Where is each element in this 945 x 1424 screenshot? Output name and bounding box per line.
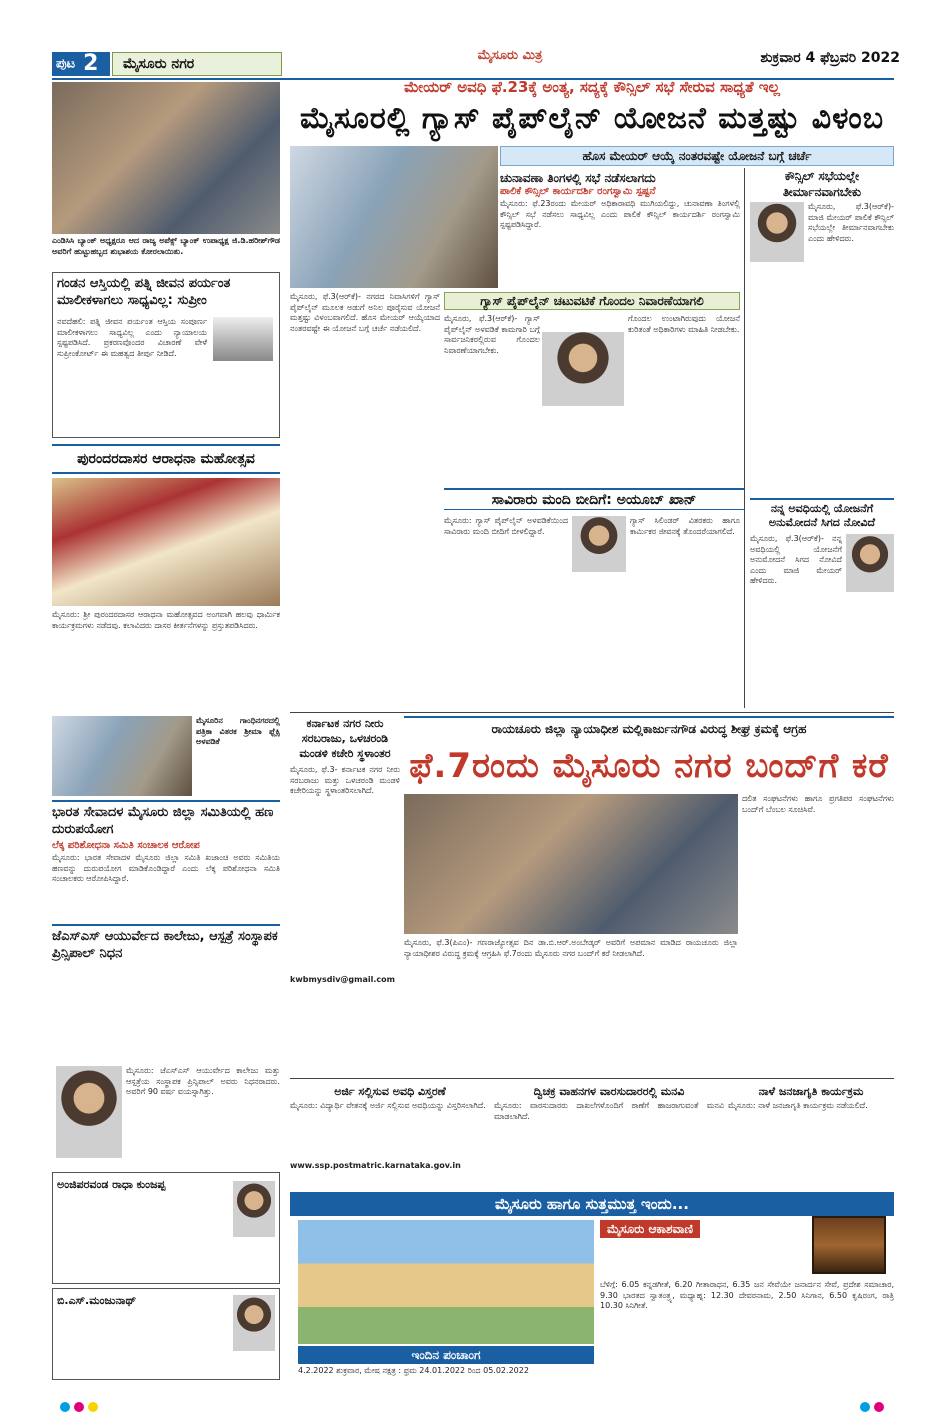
election-body: ಮೈಸೂರು: ಫೆ.23ರಂದು ಮೇಯರ್ ಅಧಿಕಾರಾವಧಿ ಮುಗಿಯಲಿದ್ದು, ಚುನಾವಣಾ ತಿಂಗಳಲ್ಲಿ ಕೌನ್ಸಿಲ್ ಸಭೆ ನಡೆಸಲು ಸಾಧ್ಯವಿಲ್ಲ ಎಂದು ಪಾಲಿಕೆ ಕೌನ್ಸಿಲ್ ಕಾರ್ಯದರ್ಶಿ ರಂಗಸ್ವಾಮಿ ಸ್ಪಷ್ಟಪಡಿಸಿದ್ದಾರೆ.	[500, 199, 740, 229]
flex-photo	[52, 716, 192, 796]
council-story	[750, 168, 894, 498]
photo-caption: ಎಂಡಿಸಿಸಿ ಬ್ಯಾಂಕ್ ಅಧ್ಯಕ್ಷರೂ ಆದ ರಾಜ್ಯ ಅಪೆಕ್ಸ್ ಬ್ಯಾಂಕ್ ಉಪಾಧ್ಯಕ್ಷ ಜಿ.ಡಿ.ಹರೀಶ್‌ಗೌಡ ಅವರಿಗೆ ಹುಟ್ಟುಹಬ್ಬದ ಶುಭಾಶಯ ಕೋರಲಾಯಿತು.	[52, 236, 280, 256]
bandh-headline: ಫೆ.7ರಂದು ಮೈಸೂರು ನಗರ ಬಂದ್‌ಗೆ ಕರೆ	[409, 746, 889, 786]
seva-dal-subhead: ಲೆಕ್ಕ ಪರಿಶೋಧನಾ ಸಮಿತಿ ಸಂಚಾಲಕ ಆರೋಪ	[52, 840, 200, 851]
side2-story	[750, 498, 894, 708]
obituary-2-photo	[233, 1295, 275, 1351]
bandh-body-2: ದಲಿತ ಸಂಘಟನೆಗಳು ಹಾಗೂ ಪ್ರಗತಿಪರ ಸಂಘಟನೆಗಳು ಬಂದ್‌ಗೆ ಬೆಂಬಲ ಸೂಚಿಸಿವೆ.	[742, 794, 894, 814]
purandara-photo	[52, 478, 280, 606]
quote-body-2: ಗ್ಯಾಸ್ ಸಿಲಿಂಡರ್ ವಿತರಕರು ಹಾಗೂ ಕಾರ್ಮಿಕರ ಜೀವನಕ್ಕೆ ತೊಂದರೆಯಾಗಲಿದೆ.	[630, 516, 740, 536]
cyan-mark	[60, 1402, 70, 1412]
page-date: ಶುಕ್ರವಾರ 4 ಫೆಬ್ರವರಿ 2022	[760, 50, 900, 66]
supreme-court-headline: ಗಂಡನ ಆಸ್ತಿಯಲ್ಲಿ ಪತ್ನಿ ಜೀವನ ಪರ್ಯಂತ ಮಾಲೀಕಳಾಗಲು ಸಾಧ್ಯವಿಲ್ಲ: ಸುಪ್ರೀಂ	[57, 276, 231, 308]
purandara-body: ಮೈಸೂರು: ಶ್ರೀ ಪುರಂದರದಾಸರ ಆರಾಧನಾ ಮಹೋತ್ಸವದ ಅಂಗವಾಗಿ ಹಲವು ಧಾರ್ಮಿಕ ಕಾರ್ಯಕ್ರಮಗಳು ನಡೆದವು. ಕಲಾವಿದರು ದಾಸರ ಕೀರ್ತನೆಗಳನ್ನು ಪ್ರಸ್ತುತಪಡಿಸಿದರು.	[52, 610, 280, 630]
election-subhead: ಪಾಲಿಕೆ ಕೌನ್ಸಿಲ್ ಕಾರ್ಯದರ್ಶಿ ರಂಗಸ್ವಾಮಿ ಸ್ಪಷ್ಟನೆ	[500, 186, 656, 197]
masthead: ಮೈಸೂರು ಮಿತ್ರ	[477, 48, 543, 63]
principal-portrait	[56, 1066, 122, 1158]
jss-story	[52, 924, 280, 1030]
election-month-story	[500, 170, 740, 288]
brief-1-headline: ಅರ್ಜಿ ಸಲ್ಲಿಸುವ ಅವಧಿ ವಿಸ್ತರಣೆ	[334, 1085, 446, 1098]
jss-headline: ಜೆಎಸ್‌ಎಸ್ ಆಯುರ್ವೇದ ಕಾಲೇಜು, ಆಸ್ಪತ್ರೆ ಸಂಸ್ಥಾಪಕ ಪ್ರಿನ್ಸಿಪಾಲ್ ನಿಧನ	[52, 929, 278, 961]
panchanga-line: 4.2.2022 ಶುಕ್ರವಾರ, ಮೇಷ ನಕ್ಷತ್ರ : ಫ್ರಮ 24.01.2022 ರಿಂದ 05.02.2022	[298, 1366, 529, 1375]
green-body-1: ಮೈಸೂರು, ಫೆ.3(ಆರ್‌ಕೆ)- ಗ್ಯಾಸ್ ಪೈಪ್‌ಲೈನ್ ಅಳವಡಿಕೆ ಕಾಮಗಾರಿ ಬಗ್ಗೆ ಸಾರ್ವಜನಿಕರಲ್ಲಿರುವ ಗೊಂದಲ ನಿವಾರಣೆಯಾಗಬೇಕು.	[444, 314, 540, 355]
purandara-headline: ಪುರಂದರದಾಸರ ಆರಾಧನಾ ಮಹೋತ್ಸವ	[77, 451, 255, 467]
seva-dal-headline: ಭಾರತ ಸೇವಾದಳ ಮೈಸೂರು ಜಿಲ್ಲಾ ಸಮಿತಿಯಲ್ಲಿ ಹಣ ದುರುಪಯೋಗ	[52, 805, 274, 837]
panchanga-band: ಇಂದಿನ ಪಂಚಾಂಗ	[298, 1346, 594, 1364]
council-portrait	[750, 202, 804, 262]
side2-body: ಮೈಸೂರು, ಫೆ.3(ಆರ್‌ಕೆ)- ನನ್ನ ಅವಧಿಯಲ್ಲಿ ಯೋಜನೆಗೆ ಅನುಮೋದನೆ ಸಿಗದ ನೋವಿದೆ ಎಂದು ಮಾಜಿ ಮೇಯರ್ ಹೇಳಿದರು.	[750, 534, 842, 585]
quote-headline: ಸಾವಿರಾರು ಮಂದಿ ಬೀದಿಗೆ: ಅಯೂಬ್ ಖಾನ್	[491, 492, 697, 508]
brief-1-url: www.ssp.postmatric.karnataka.gov.in	[290, 1161, 461, 1170]
story-body: ನವದೆಹಲಿ: ಪತ್ನಿ ಜೀವನ ಪರ್ಯಂತ ಆಸ್ತಿಯ ಸಂಪೂರ್ಣ ಮಾಲೀಕಳಾಗಲು ಸಾಧ್ಯವಿಲ್ಲ ಎಂದು ನ್ಯಾಯಾಲಯ ಸ್ಪಷ್ಟಪಡಿಸಿದೆ. ಪ್ರಕರಣವೊಂದರ ವಿಚಾರಣೆ ವೇಳೆ ಸುಪ್ರೀಂಕೋರ್ಟ್ ಈ ಮಹತ್ವದ ತೀರ್ಪು ನೀಡಿದೆ.	[57, 317, 207, 358]
supreme-court-story	[52, 272, 280, 438]
water-board-headline: ಕರ್ನಾಟಕ ನಗರ ನೀರು ಸರಬರಾಜು, ಒಳಚರಂಡಿ ಮಂಡಳಿ ಕಚೇರಿ ಸ್ಥಳಾಂತರ	[299, 717, 391, 760]
obituary-1-name: ಅಂಜಿಪರವಂಡ ರಾಧಾ ಕುಂಜಪ್ಪ	[57, 1178, 166, 1191]
obituary-1-photo	[233, 1181, 275, 1237]
radio-icon	[812, 1216, 886, 1274]
quote-body-1: ಮೈಸೂರು: ಗ್ಯಾಸ್ ಪೈಪ್‌ಲೈನ್ ಅಳವಡಿಕೆಯಿಂದ ಸಾವಿರಾರು ಮಂದಿ ಬೀದಿಗೆ ಬೀಳಲಿದ್ದಾರೆ.	[444, 516, 568, 536]
former-mayor-portrait	[846, 534, 894, 592]
briefs-divider	[290, 1078, 894, 1079]
jss-body: ಮೈಸೂರು: ಜೆಎಸ್‌ಎಸ್ ಆಯುರ್ವೇದ ಕಾಲೇಜು ಮತ್ತು ಆಸ್ಪತ್ರೆಯ ಸಂಸ್ಥಾಪಕ ಪ್ರಿನ್ಸಿಪಾಲ್ ಅವರು ನಿಧನರಾದರು. ಅವರಿಗೆ 90 ವರ್ಷ ವಯಸ್ಸಾಗಿತ್ತು.	[126, 1066, 280, 1096]
water-board-email: kwbmysdiv@gmail.com	[290, 975, 395, 984]
flex-caption: ಮೈಸೂರಿನ ಗಾಂಧಿನಗರದಲ್ಲಿ ಪತ್ರಿಕಾ ವಿತರಕ ಶ್ರೀಮಾ ಫ್ಲೆಕ್ಸಿ ಅಳವಡಿಕೆ	[196, 716, 280, 746]
yellow-mark	[88, 1402, 98, 1412]
bandh-kicker: ರಾಯಚೂರು ಜಿಲ್ಲಾ ನ್ಯಾಯಾಧೀಶ ಮಲ್ಲಿಕಾರ್ಜುನಗೌಡ ವಿರುದ್ಧ ಶೀಘ್ರ ಕ್ರಮಕ್ಕೆ ಆಗ್ರಹ	[491, 722, 807, 736]
lead-divider	[290, 712, 894, 713]
seva-dal-body: ಮೈಸೂರು: ಭಾರತ ಸೇವಾದಳ ಮೈಸೂರು ಜಿಲ್ಲಾ ಸಮಿತಿ ಖಜಾಂಚಿ ಅವರು ಸಮಿತಿಯ ಹಣವನ್ನು ದುರುಪಯೋಗ ಮಾಡಿಕೊಂಡಿದ್ದಾರೆ ಎಂದು ಲೆಕ್ಕ ಪರಿಶೋಧನಾ ಸಮಿತಿ ಸಂಚಾಲಕರು ಆರೋಪಿಸಿದ್ದಾರೆ.	[52, 853, 280, 883]
page-number: ಪುಟ 2	[52, 52, 110, 76]
brief-2-headline: ದ್ವಿಚಕ್ರ ವಾಹನಗಳ ವಾರಸುದಾರರಲ್ಲಿ ಮನವಿ	[533, 1085, 685, 1098]
election-headline: ಚುನಾವಣಾ ತಿಂಗಳಲ್ಲಿ ಸಭೆ ನಡೆಸಲಾಗದು	[500, 171, 656, 185]
lead-kicker: ಮೇಯರ್ ಅವಧಿ ಫೆ.23ಕ್ಕೆ ಅಂತ್ಯ, ಸದ್ಯಕ್ಕೆ ಕೌನ್ಸಿಲ್ ಸಭೆ ಸೇರುವ ಸಾಧ್ಯತೆ ಇಲ್ಲ	[403, 78, 781, 96]
press-meet-photo	[404, 794, 738, 934]
section-title: ಮೈಸೂರು ನಗರ	[112, 52, 282, 76]
council-body: ಮೈಸೂರು, ಫೆ.3(ಆರ್‌ಕೆ)- ಮಾಜಿ ಮೇಯರ್ ಪಾಲಿಕೆ ಕೌನ್ಸಿಲ್ ಸಭೆಯಲ್ಲೇ ತೀರ್ಮಾನವಾಗಬೇಕು ಎಂದು ಹೇಳಿದರು.	[808, 202, 894, 243]
quote-headline-box	[444, 488, 744, 510]
brief-1-body: ಮೈಸೂರು: ವಿದ್ಯಾರ್ಥಿ ವೇತನಕ್ಕೆ ಅರ್ಜಿ ಸಲ್ಲಿಸುವ ಅವಧಿಯನ್ನು ವಿಸ್ತರಿಸಲಾಗಿದೆ.	[290, 1101, 486, 1110]
court-photo	[213, 317, 273, 361]
brief-3-headline: ನಾಳೆ ಜನಜಾಗೃತಿ ಕಾರ್ಯಕ್ರಮ	[758, 1085, 864, 1098]
today-band: ಮೈಸೂರು ಹಾಗೂ ಸುತ್ತಮುತ್ತ ಇಂದು...	[290, 1192, 894, 1216]
lead-body-col1: ಮೈಸೂರು, ಫೆ.3(ಆರ್‌ಕೆ)- ನಗರದ ನಿವಾಸಿಗಳಿಗೆ ಗ್ಯಾಸ್ ಪೈಪ್‌ಲೈನ್ ಮೂಲಕ ಅಡುಗೆ ಅನಿಲ ಪೂರೈಸುವ ಯೋಜನೆ ಮತ್ತಷ್ಟು ವಿಳಂಬವಾಗಲಿದೆ. ಹೊಸ ಮೇಯರ್ ಆಯ್ಕೆಯಾದ ನಂತರವಷ್ಟೇ ಈ ಯೋಜನೆ ಬಗ್ಗೆ ಚರ್ಚೆ ನಡೆಯಲಿದೆ.	[290, 292, 440, 333]
magenta-mark	[74, 1402, 84, 1412]
ayub-khan-portrait	[572, 516, 626, 572]
birthday-photo	[52, 82, 280, 234]
cyan-mark-right	[860, 1402, 870, 1412]
bandh-kicker-box	[404, 716, 894, 742]
column-divider	[744, 168, 745, 708]
brief-3-body: ಮೈಸೂರು: ನಾಳೆ ಜನಜಾಗೃತಿ ಕಾರ್ಯಕ್ರಮ ನಡೆಯಲಿದೆ.	[728, 1101, 868, 1110]
side2-headline: ನನ್ನ ಅವಧಿಯಲ್ಲಿ ಯೋಜನೆಗೆ ಅನುಮೋದನೆ ಸಿಗದ ನೋವಿದೆ	[768, 502, 876, 529]
green-body-2: ಗೊಂದಲ ಉಂಟಾಗಿರುವುದು ಯೋಜನೆ ಕುರಿತಂತೆ ಅಧಿಕಾರಿಗಳು ಮಾಹಿತಿ ನೀಡಬೇಕು.	[628, 314, 740, 334]
brief-3	[728, 1082, 894, 1188]
radio-schedule: ಬೆಳಿಗ್ಗೆ: 6.05 ಕನ್ನಡಗೀತೆ, 6.20 ಗೀತಾರಾಧನ, 6.35 ಜನ ಸೇವೆಯೇ ಜನಾರ್ದನ ಸೇವೆ, ಪ್ರದೇಶ ಸಮಾಚಾರ, 9.30 ಭಾರತದ ಸ್ವಾತಂತ್ರ್ಯ, ಮಧ್ಯಾಹ್ನ: 12.30 ದೇವರನಾಮ, 2.50 ಸಿನಿಗಾನ, 6.50 ಕೃಷಿರಂಗ, ರಾತ್ರಿ 10.30 ಸಿನಿಗೀತೆ.	[600, 1280, 894, 1310]
brief-1	[290, 1082, 490, 1188]
magenta-mark-right	[874, 1402, 884, 1412]
seva-dal-story	[52, 800, 280, 920]
water-board-story	[290, 716, 400, 1076]
mp-portrait	[542, 332, 624, 406]
green-band: ಗ್ಯಾಸ್ ಪೈಪ್‌ಲೈನ್ ಚಟುವಟಿಕೆ ಗೊಂದಲ ನಿವಾರಣೆಯಾಗಲಿ	[444, 292, 740, 310]
obituary-1	[52, 1172, 280, 1284]
lead-headline: ಮೈಸೂರಲ್ಲಿ ಗ್ಯಾಸ್ ಪೈಪ್‌ಲೈನ್ ಯೋಜನೆ ಮತ್ತಷ್ಟು ವಿಳಂಬ	[299, 101, 885, 136]
obituary-2-name: ಬಿ.ಎಸ್.ಮಂಜುನಾಥ್	[57, 1294, 137, 1307]
purandara-headline-box	[52, 444, 280, 474]
gas-pipeline-photo	[290, 146, 498, 288]
radio-band: ಮೈಸೂರು ಆಕಾಶವಾಣಿ	[600, 1220, 700, 1238]
obituary-2	[52, 1288, 280, 1380]
council-headline: ಕೌನ್ಸಿಲ್ ಸಭೆಯಲ್ಲೇ ತೀರ್ಮಾನವಾಗಬೇಕು	[782, 169, 862, 199]
lead-band: ಹೊಸ ಮೇಯರ್ ಆಯ್ಕೆ ನಂತರವಷ್ಟೇ ಯೋಜನೆ ಬಗ್ಗೆ ಚರ್ಚೆ	[500, 146, 894, 166]
brief-2	[494, 1082, 724, 1188]
brief-2-body: ಮೈಸೂರು: ವಾರಸುದಾರರು ದಾಖಲೆಗಳೊಂದಿಗೆ ಠಾಣೆಗೆ ಹಾಜರಾಗುವಂತೆ ಮನವಿ ಮಾಡಲಾಗಿದೆ.	[494, 1101, 724, 1121]
bandh-body: ಮೈಸೂರು, ಫೆ.3(ಪಿಎಂ)- ಗಣರಾಜ್ಯೋತ್ಸವ ದಿನ ಡಾ.ಬಿ.ಆರ್.ಅಂಬೇಡ್ಕರ್ ಅವರಿಗೆ ಅಪಮಾನ ಮಾಡಿದ ರಾಯಚೂರು ಜಿಲ್ಲಾ ನ್ಯಾಯಾಧೀಶರ ವಿರುದ್ಧ ಕ್ರಮಕ್ಕೆ ಆಗ್ರಹಿಸಿ ಫೆ.7ರಂದು ಮೈಸೂರು ನಗರ ಬಂದ್‌ಗೆ ಕರೆ ನೀಡಲಾಗಿದೆ.	[404, 938, 738, 958]
water-board-body: ಮೈಸೂರು, ಫೆ.3- ಕರ್ನಾಟಕ ನಗರ ನೀರು ಸರಬರಾಜು ಮತ್ತು ಒಳಚರಂಡಿ ಮಂಡಳಿ ಕಚೇರಿಯನ್ನು ಸ್ಥಳಾಂತರಿಸಲಾಗಿದೆ.	[290, 765, 400, 795]
palace-image	[298, 1220, 594, 1344]
